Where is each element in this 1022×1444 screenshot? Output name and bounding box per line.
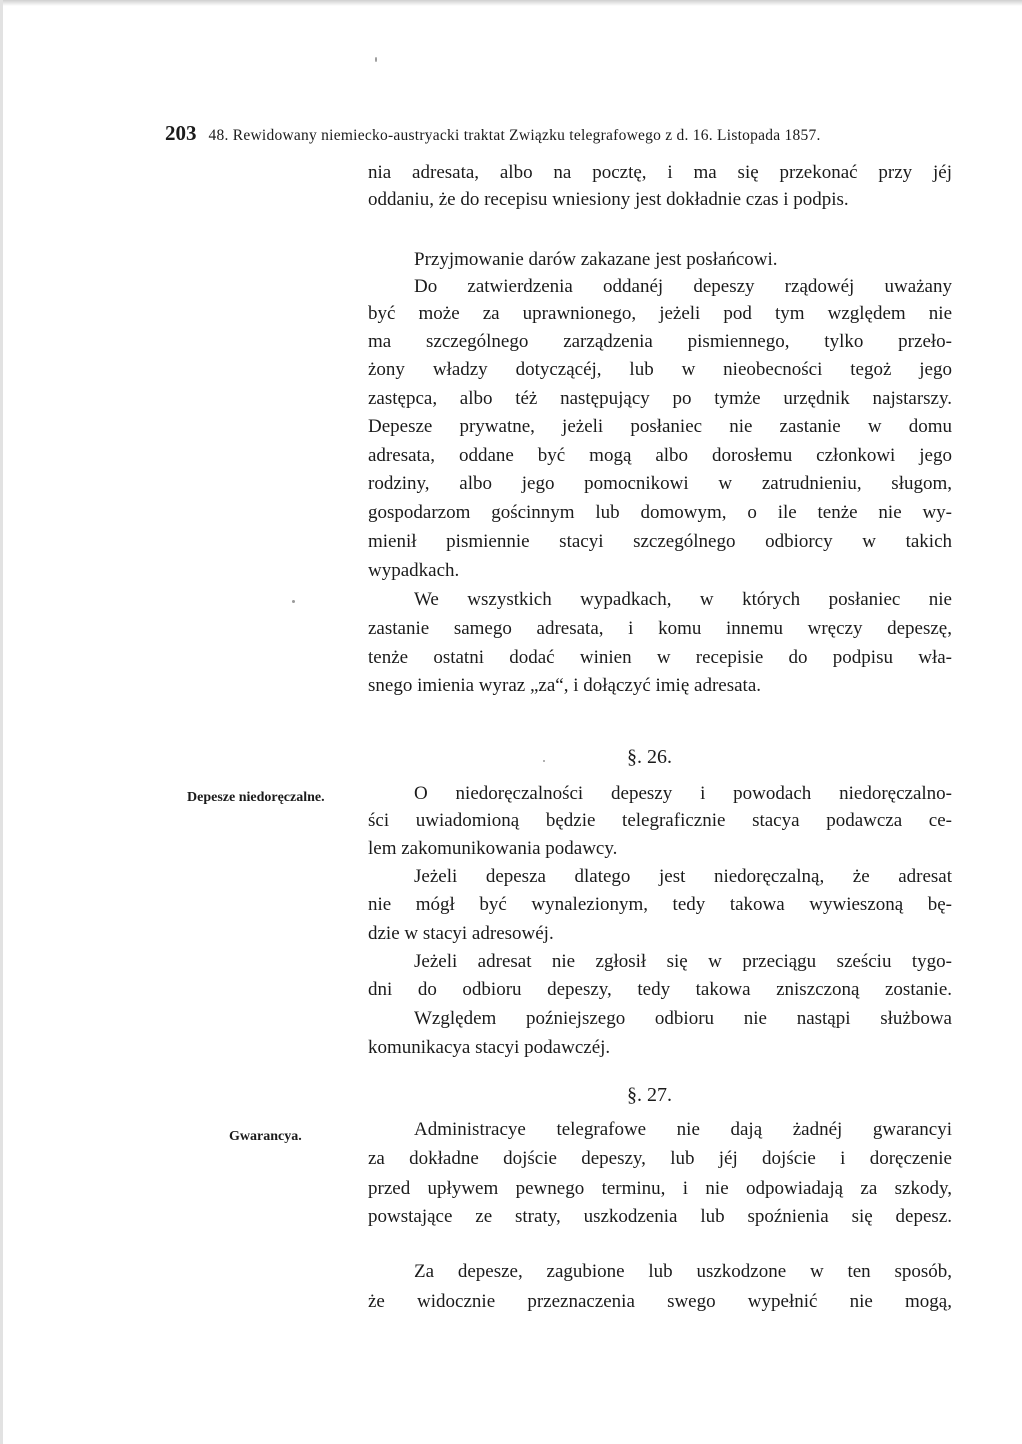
scan-left-edge xyxy=(0,0,3,1444)
margin-note-depesze-niedoreczalne: Depesze niedoręczalne. xyxy=(187,790,325,805)
text-line: dzie w stacyi adresowéj. xyxy=(368,923,554,944)
text-line: Za depesze, zagubione lub uszkodzone w ten sposób, xyxy=(414,1261,952,1282)
text-line: oddaniu, że do recepisu wniesiony jest dokładnie czas i podpis. xyxy=(368,189,849,210)
text-line: być może za uprawnionego, jeżeli pod tym względem nie xyxy=(368,303,952,324)
scan-top-edge xyxy=(0,0,1022,6)
text-line: wypadkach. xyxy=(368,560,460,581)
text-line: zastępca, albo téż następujący po tymże urzędnik najstarszy. xyxy=(368,388,952,409)
text-line: O niedoręczalności depeszy i powodach niedoręczalno- xyxy=(414,783,952,804)
text-line: Jeżeli depesza dlatego jest niedoręczalną, że adresat xyxy=(414,866,952,887)
text-line: że widocznie przeznaczenia swego wypełnić nie mogą, xyxy=(368,1291,952,1312)
speck-mark xyxy=(292,600,295,603)
text-line: Administracye telegrafowe nie dają żadnéj gwarancyi xyxy=(414,1119,952,1140)
text-line: lem zakomunikowania podawcy. xyxy=(368,838,618,859)
text-line: za dokładne dojście depeszy, lub jéj dojście i doręczenie xyxy=(368,1148,952,1169)
text-line: zastanie samego adresata, i komu innemu wręczy depeszę, xyxy=(368,618,952,639)
text-line: nia adresata, albo na pocztę, i ma się przekonać przy jéj xyxy=(368,162,952,183)
text-line: Depesze prywatne, jeżeli posłaniec nie zastanie w domu xyxy=(368,416,952,437)
text-line: adresata, oddane być mogą albo dorosłemu członkowi jego xyxy=(368,445,952,466)
text-line: gospodarzom gościnnym lub domowym, o ile tenże nie wy- xyxy=(368,502,952,523)
text-line: Jeżeli adresat nie zgłosił się w przeciągu sześciu tygo- xyxy=(414,951,952,972)
text-line: We wszystkich wypadkach, w których posłaniec nie xyxy=(414,589,952,610)
text-line: Do zatwierdzenia oddanéj depeszy rządowéj uważany xyxy=(414,276,952,297)
text-line: komunikacya stacyi podawczéj. xyxy=(368,1037,611,1058)
text-line: tenże ostatni dodać winien w recepisie do podpisu wła- xyxy=(368,647,952,668)
text-line: ści uwiadomioną będzie telegraficznie stacya podawcza ce- xyxy=(368,810,952,831)
margin-note-gwarancya: Gwarancya. xyxy=(229,1129,302,1144)
text-line: rodziny, albo jego pomocnikowi w zatrudnieniu, sługom, xyxy=(368,473,952,494)
header-title: 48. Rewidowany niemiecko-austryacki traktat Związku telegrafowego z d. 16. Listopada 1857. xyxy=(208,127,821,144)
speck-mark xyxy=(543,760,545,762)
page-number: 203 xyxy=(165,121,197,145)
text-line: mienił pismiennie stacyi szczególnego odbiorcy w takich xyxy=(368,531,952,552)
section-heading-26: §. 26. xyxy=(627,746,672,768)
section-heading-27: §. 27. xyxy=(627,1084,672,1106)
text-line: żony władzy dotyczącéj, lub w nieobecności tegoż jego xyxy=(368,359,952,380)
text-line: Względem poźniejszego odbioru nie nastąpi służbowa xyxy=(414,1008,952,1029)
text-line: snego imienia wyraz „za“, i dołączyć imię adresata. xyxy=(368,675,761,696)
text-line: przed upływem pewnego terminu, i nie odpowiadają za szkody, xyxy=(368,1178,952,1199)
text-line: powstające ze straty, uszkodzenia lub spoźnienia się depesz. xyxy=(368,1206,952,1227)
text-line: dni do odbioru depeszy, tedy takowa zniszczoną zostanie. xyxy=(368,979,952,1000)
text-line: ma szczególnego zarządzenia pismiennego, tylko przeło- xyxy=(368,331,952,352)
text-line: Przyjmowanie darów zakazane jest posłańcowi. xyxy=(414,249,778,270)
text-line: nie mógł być wynalezionym, tedy takowa wywieszoną bę- xyxy=(368,894,952,915)
speck-mark xyxy=(375,57,377,62)
running-header xyxy=(165,121,821,146)
